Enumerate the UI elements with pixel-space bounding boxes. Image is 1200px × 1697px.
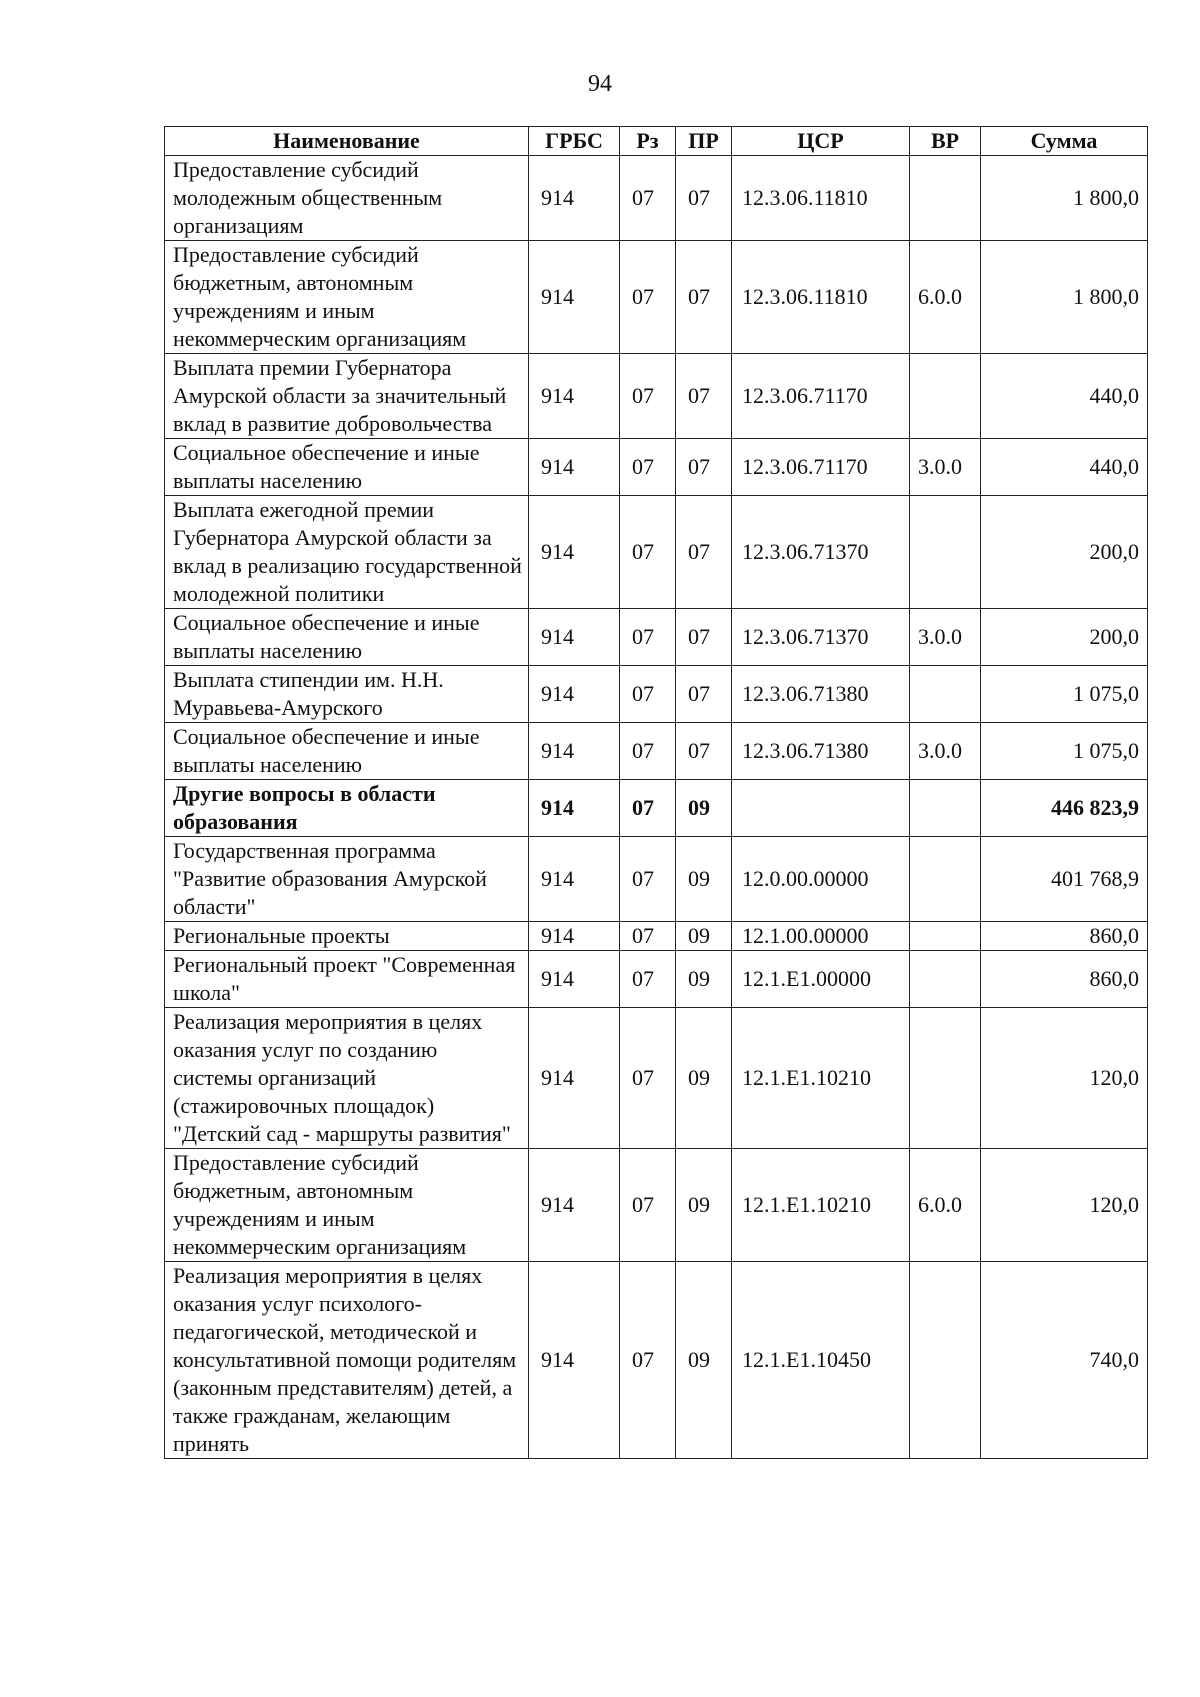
cell-name: Региональные проекты [165,922,529,951]
cell-vr [910,780,981,837]
header-rz: Рз [620,127,676,156]
table-header [165,127,1148,156]
cell-csr: 12.1.E1.10210 [732,1149,910,1262]
header-name: Наименование [165,127,529,156]
cell-sum: 446 823,9 [981,780,1148,837]
cell-grbs: 914 [529,354,620,439]
cell-csr: 12.1.E1.10210 [732,1008,910,1149]
cell-pr: 07 [676,241,732,354]
cell-sum: 860,0 [981,922,1148,951]
cell-csr: 12.3.06.71380 [732,666,910,723]
cell-csr: 12.1.E1.10450 [732,1262,910,1459]
cell-vr [910,354,981,439]
cell-pr: 09 [676,951,732,1008]
cell-name: Социальное обеспечение и иные выплаты населению [165,439,529,496]
cell-rz: 07 [620,666,676,723]
cell-name: Социальное обеспечение и иные выплаты населению [165,723,529,780]
cell-grbs: 914 [529,780,620,837]
table-row [165,241,1148,354]
cell-vr [910,666,981,723]
cell-grbs: 914 [529,496,620,609]
cell-sum: 200,0 [981,496,1148,609]
cell-csr: 12.0.00.00000 [732,837,910,922]
cell-pr: 09 [676,837,732,922]
cell-rz: 07 [620,354,676,439]
cell-grbs: 914 [529,609,620,666]
cell-grbs: 914 [529,156,620,241]
table-row [165,951,1148,1008]
cell-vr [910,922,981,951]
cell-rz: 07 [620,156,676,241]
cell-rz: 07 [620,496,676,609]
cell-rz: 07 [620,1008,676,1149]
table-row [165,922,1148,951]
page-number: 94 [588,71,612,97]
cell-grbs: 914 [529,951,620,1008]
cell-sum: 1 075,0 [981,723,1148,780]
cell-name: Предоставление субсидий молодежным общественным организациям [165,156,529,241]
cell-name: Региональный проект "Современная школа" [165,951,529,1008]
cell-grbs: 914 [529,439,620,496]
cell-rz: 07 [620,241,676,354]
cell-rz: 07 [620,1262,676,1459]
cell-pr: 09 [676,922,732,951]
cell-sum: 120,0 [981,1008,1148,1149]
cell-name: Выплата стипендии им. Н.Н. Муравьева-Амурского [165,666,529,723]
cell-vr [910,951,981,1008]
cell-sum: 440,0 [981,439,1148,496]
cell-grbs: 914 [529,1008,620,1149]
cell-pr: 07 [676,666,732,723]
cell-name: Реализация мероприятия в целях оказания услуг психолого-педагогической, методической и консультативной помощи родителям (законным представителям) детей, а также гражданам, желающим принять [165,1262,529,1459]
cell-rz: 07 [620,723,676,780]
cell-sum: 120,0 [981,1149,1148,1262]
cell-name: Предоставление субсидий бюджетным, автономным учреждениям и иным некоммерческим организациям [165,241,529,354]
cell-name: Другие вопросы в области образования [165,780,529,837]
cell-vr: 3.0.0 [910,609,981,666]
header-row [165,127,1148,156]
cell-sum: 740,0 [981,1262,1148,1459]
cell-name: Выплата ежегодной премии Губернатора Амурской области за вклад в реализацию государственной молодежной политики [165,496,529,609]
cell-csr: 12.3.06.11810 [732,156,910,241]
cell-pr: 09 [676,780,732,837]
table-body [165,156,1148,1459]
cell-pr: 09 [676,1149,732,1262]
table-row [165,666,1148,723]
cell-csr: 12.3.06.71170 [732,354,910,439]
cell-grbs: 914 [529,723,620,780]
cell-grbs: 914 [529,837,620,922]
header-pr: ПР [676,127,732,156]
cell-rz: 07 [620,1149,676,1262]
cell-csr: 12.3.06.71370 [732,609,910,666]
header-csr: ЦСР [732,127,910,156]
cell-csr: 12.3.06.71380 [732,723,910,780]
header-grbs: ГРБС [529,127,620,156]
cell-sum: 1 800,0 [981,156,1148,241]
cell-csr: 12.1.E1.00000 [732,951,910,1008]
cell-pr: 07 [676,723,732,780]
cell-sum: 1 075,0 [981,666,1148,723]
cell-vr: 3.0.0 [910,723,981,780]
cell-grbs: 914 [529,1149,620,1262]
cell-vr: 3.0.0 [910,439,981,496]
cell-sum: 860,0 [981,951,1148,1008]
table-row [165,780,1148,837]
cell-name: Государственная программа "Развитие образования Амурской области" [165,837,529,922]
header-vr: ВР [910,127,981,156]
cell-pr: 07 [676,439,732,496]
table-row [165,723,1148,780]
header-sum: Сумма [981,127,1148,156]
table-row [165,439,1148,496]
cell-vr: 6.0.0 [910,241,981,354]
cell-vr [910,156,981,241]
cell-sum: 440,0 [981,354,1148,439]
cell-grbs: 914 [529,1262,620,1459]
cell-rz: 07 [620,951,676,1008]
cell-vr [910,1262,981,1459]
cell-csr: 12.3.06.11810 [732,241,910,354]
cell-pr: 07 [676,156,732,241]
table-row [165,156,1148,241]
cell-sum: 200,0 [981,609,1148,666]
cell-name: Социальное обеспечение и иные выплаты населению [165,609,529,666]
table-row [165,609,1148,666]
cell-grbs: 914 [529,922,620,951]
cell-pr: 07 [676,354,732,439]
cell-rz: 07 [620,922,676,951]
cell-csr [732,780,910,837]
budget-table [164,126,1148,1459]
table-row [165,496,1148,609]
cell-rz: 07 [620,439,676,496]
cell-vr [910,496,981,609]
table-row [165,1149,1148,1262]
cell-sum: 1 800,0 [981,241,1148,354]
cell-pr: 09 [676,1262,732,1459]
table-row [165,1008,1148,1149]
cell-csr: 12.3.06.71370 [732,496,910,609]
cell-grbs: 914 [529,241,620,354]
cell-rz: 07 [620,609,676,666]
cell-grbs: 914 [529,666,620,723]
cell-pr: 09 [676,1008,732,1149]
cell-vr [910,1008,981,1149]
cell-pr: 07 [676,609,732,666]
cell-name: Предоставление субсидий бюджетным, автономным учреждениям и иным некоммерческим организациям [165,1149,529,1262]
table-row [165,354,1148,439]
cell-sum: 401 768,9 [981,837,1148,922]
cell-csr: 12.1.00.00000 [732,922,910,951]
cell-pr: 07 [676,496,732,609]
cell-vr [910,837,981,922]
table-row [165,1262,1148,1459]
table-row [165,837,1148,922]
cell-csr: 12.3.06.71170 [732,439,910,496]
cell-rz: 07 [620,837,676,922]
cell-name: Реализация мероприятия в целях оказания услуг по созданию системы организаций (стажировочных площадок) "Детский сад - маршруты развития" [165,1008,529,1149]
cell-rz: 07 [620,780,676,837]
cell-vr: 6.0.0 [910,1149,981,1262]
cell-name: Выплата премии Губернатора Амурской области за значительный вклад в развитие добровольчества [165,354,529,439]
